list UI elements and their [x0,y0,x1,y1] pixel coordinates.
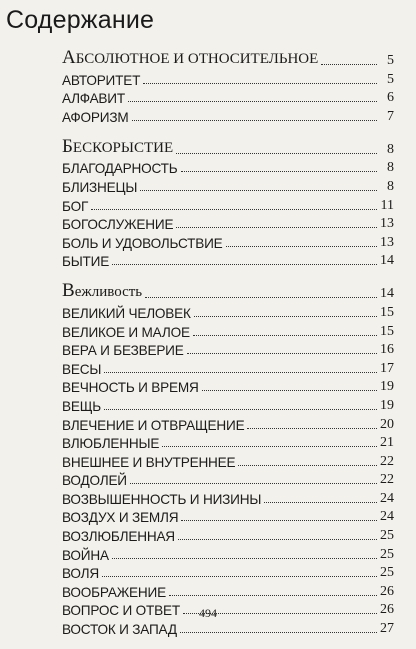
dot-leader [176,227,377,228]
toc-section [62,48,394,125]
toc-entry-title [62,199,88,214]
toc-entry-text: ВЕЛИКОЕ И МАЛОЕ [62,324,190,340]
dot-leader [181,171,377,172]
toc-entry[interactable] [62,433,394,452]
toc-entry-page: 14 [380,253,394,269]
toc-entry[interactable] [62,358,394,377]
toc-entry-page: 20 [380,416,394,432]
dot-leader [112,558,377,559]
toc-entry-title [62,548,109,563]
toc-entry-title [62,455,235,470]
toc-entry-text: ВЕЛИКИЙ ЧЕЛОВЕК [62,305,191,321]
toc-entry[interactable] [62,106,394,125]
toc-entry[interactable] [62,618,394,637]
toc-entry[interactable] [62,525,394,544]
toc-entry[interactable] [62,581,394,600]
toc-entry-page: 17 [380,360,394,376]
toc-entry[interactable] [62,563,394,582]
dot-leader [180,632,377,633]
toc-entry[interactable] [62,176,394,195]
toc-entry-page: 27 [380,621,394,637]
toc-entry-page: 24 [380,509,394,525]
dot-leader [181,520,377,521]
toc-entry-title [62,343,184,358]
toc-entry-text: БЫТИЕ [62,254,110,270]
toc-entry-page: 13 [380,234,394,250]
toc-entry-title [62,254,109,269]
toc-entry-text: ВООБРАЖЕНИЕ [62,584,166,600]
toc-entry-text: ВЕРА И БЕЗВЕРИЕ [62,343,184,359]
dot-leader [130,483,377,484]
toc-entry-text: ВОЗВЫШЕННОСТЬ И НИЗИНЫ [62,491,262,507]
toc-entry-title [62,217,173,232]
toc-entry-title [62,280,142,302]
dot-leader [238,465,377,466]
toc-entry[interactable] [62,214,394,233]
toc-entry[interactable] [62,137,394,158]
drop-capital: В [62,280,75,302]
dot-leader [193,335,377,336]
toc-entry-text: ЕСКОРЫСТИЕ [72,139,174,156]
dot-leader [132,120,378,121]
dot-leader [104,372,377,373]
toc-entry[interactable] [62,251,394,270]
toc-entry-text: БСОЛЮТНОЕ И ОТНОСИТЕЛЬНОЕ [75,51,319,67]
toc-entry-text: ежливость [74,284,143,301]
toc-entry-page: 22 [380,472,394,488]
toc-entry-text: ВОПРОС И ОТВЕТ [62,603,180,619]
toc-entry-page: 25 [380,528,394,544]
dot-leader [162,446,377,447]
toc-entry[interactable] [62,88,394,107]
toc-entry-page: 8 [387,141,394,157]
toc-entry[interactable] [62,158,394,177]
toc-entry-title [62,529,175,544]
toc-entry[interactable] [62,488,394,507]
toc-entry-page: 6 [387,90,394,106]
toc-entry-title [62,473,127,488]
toc-entry-text: АВТОРИТЕТ [62,72,141,88]
toc-entry-page: 5 [387,53,394,68]
toc-entry-text: БОГ [62,198,89,214]
dot-leader [247,428,377,429]
toc-entry[interactable] [62,69,394,88]
toc-entry-title [62,306,191,321]
toc-entry-text: АФОРИЗМ [62,109,129,125]
toc-entry-title [62,362,101,377]
toc-entry-page: 7 [387,108,394,124]
toc-entry-page: 5 [387,71,394,87]
dot-leader [169,595,377,596]
toc-entry[interactable] [62,470,394,489]
toc-entry-text: ВЕЧНОСТЬ И ВРЕМЯ [62,380,199,396]
dot-leader [321,64,377,65]
toc-entry-text: ВЛЕЧЕНИЕ И ОТВРАЩЕНИЕ [62,417,245,433]
toc-entry-text: ВЕЩЬ [62,398,101,414]
toc-entry-title [62,180,137,195]
toc-entry-page: 8 [387,160,394,176]
toc-entry-title [62,91,125,106]
toc-entry-text: ВОДОЛЕЙ [62,473,127,489]
toc-section [62,137,394,270]
toc-entry-page: 25 [380,565,394,581]
dot-leader [102,576,377,577]
toc-entry-page: 25 [380,546,394,562]
toc-entry-title [62,510,178,525]
toc-entry-title [62,110,129,125]
toc-entry-page: 24 [380,490,394,506]
toc-entry-text: ВНЕШНЕЕ И ВНУТРЕННЕЕ [62,454,236,470]
toc-entry-page: 26 [380,602,394,618]
toc-entry-page: 13 [380,216,394,232]
toc-entry[interactable] [62,281,394,302]
toc-entry-page: 15 [380,304,394,320]
toc-entry-text: БЛИЗНЕЦЫ [62,179,138,195]
toc-entry-text: БОГОСЛУЖЕНИЕ [62,217,174,233]
toc-entry-title [62,380,199,395]
toc-entry[interactable] [62,340,394,359]
toc-entry-title [62,325,190,340]
toc-entry-page: 19 [380,397,394,413]
toc-entry[interactable] [62,544,394,563]
dot-leader [194,316,377,317]
table-of-contents [62,48,394,649]
toc-entry-text: АЛФАВИТ [62,91,125,107]
toc-entry-text: ВОЗДУХ И ЗЕМЛЯ [62,510,179,526]
toc-entry[interactable] [62,302,394,321]
page-title: Содержание [6,6,155,34]
toc-entry-page: 14 [380,286,394,302]
toc-entry-text: ВОЙНА [62,547,109,563]
toc-entry-title [62,418,244,433]
toc-entry-title [62,136,173,158]
dot-leader [143,83,377,84]
dot-leader [178,539,377,540]
toc-entry-title [62,236,223,251]
toc-entry-title [62,492,261,507]
toc-entry[interactable] [62,395,394,414]
dot-leader [187,353,377,354]
dot-leader [112,264,377,265]
page-number: 494 [199,606,217,620]
toc-entry[interactable] [62,48,394,69]
toc-entry-text: БОЛЬ И УДОВОЛЬСТВИЕ [62,235,223,251]
toc-entry-page: 19 [380,379,394,395]
dot-leader [104,409,377,410]
dot-leader [145,297,377,298]
drop-capital: А [62,47,76,68]
dot-leader [264,502,377,503]
toc-entry-title [62,399,101,414]
dot-leader [128,101,377,102]
toc-entry-page: 26 [380,583,394,599]
toc-entry-page: 8 [387,178,394,194]
toc-entry[interactable] [62,377,394,396]
toc-entry[interactable] [62,321,394,340]
dot-leader [91,209,377,210]
toc-entry[interactable] [62,195,394,214]
toc-entry-text: ВЛЮБЛЕННЫЕ [62,436,160,452]
dot-leader [140,190,377,191]
toc-entry-text: ВЕСЫ [62,361,102,377]
toc-entry[interactable] [62,451,394,470]
toc-entry-title [62,47,318,69]
drop-capital: Б [62,135,73,157]
dot-leader [226,246,377,247]
dot-leader [176,153,377,154]
toc-entry-title [62,622,177,637]
toc-entry-text: ВОЛЯ [62,566,99,582]
toc-entry-page: 22 [380,453,394,469]
toc-entry-page: 15 [380,323,394,339]
toc-entry[interactable] [62,414,394,433]
toc-entry-title [62,585,166,600]
toc-entry-title [62,436,159,451]
toc-entry-text: ВОСТОК И ЗАПАД [62,622,177,638]
toc-entry-title [62,73,140,88]
toc-entry-page: 21 [380,435,394,451]
dot-leader [202,390,377,391]
toc-entry-page: 11 [380,197,394,213]
toc-entry[interactable] [62,507,394,526]
toc-entry-page: 16 [380,342,394,358]
toc-entry-title [62,566,99,581]
toc-entry[interactable] [62,232,394,251]
toc-entry-text: ВОЗЛЮБЛЕННАЯ [62,529,175,545]
toc-entry-title [62,161,178,176]
toc-section [62,281,394,637]
toc-entry-text: БЛАГОДАРНОСТЬ [62,161,178,177]
